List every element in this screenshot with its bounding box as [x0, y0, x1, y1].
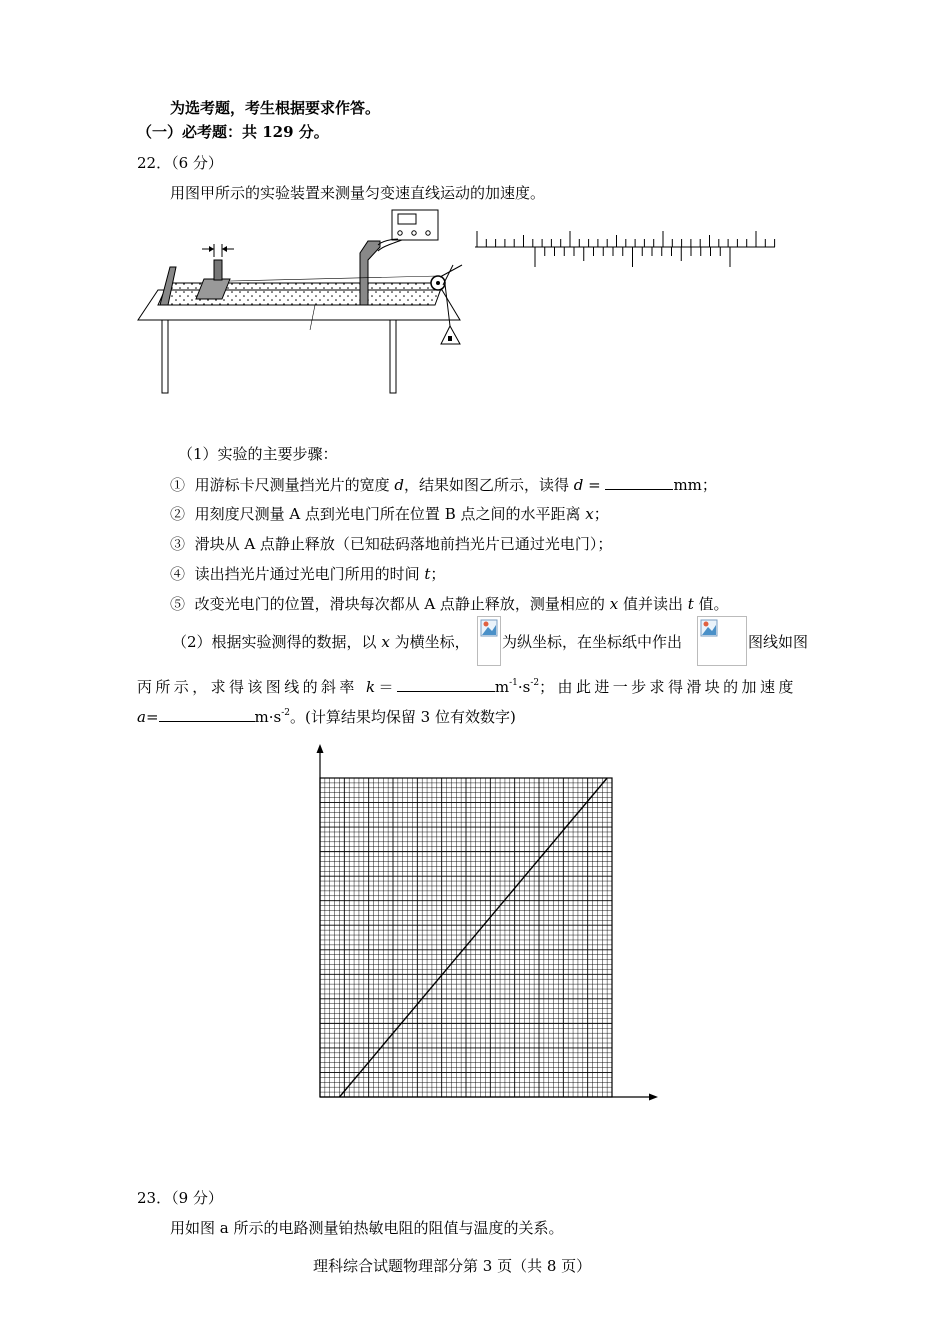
var-a: a: [137, 708, 146, 726]
part2-line3: $a= m\cdot s^{-2}$。(计算结果均保留 3 位有效数字): [137, 708, 516, 726]
var-d: d: [573, 476, 584, 494]
step-text: =: [583, 476, 606, 494]
graph-paper-chart: [300, 740, 670, 1110]
step-text: ，结果如图乙所示，读得: [403, 476, 574, 494]
steps-title: （1）实验的主要步骤：: [178, 445, 338, 463]
var-d: d: [394, 476, 404, 494]
step-text: 滑块从 A 点静止释放（已知砝码落地前挡光片已通过光电门）；: [194, 535, 613, 553]
section-note: 为选考题，考生根据要求作答。: [170, 99, 381, 117]
var-x: x: [609, 595, 619, 613]
var-t: t: [424, 565, 431, 583]
answer-blank-k[interactable]: [397, 676, 495, 692]
step-text: ；: [430, 565, 446, 583]
step-num: ⑤: [170, 595, 186, 613]
page-footer: 理科综合试题物理部分第 3 页（共 8 页）: [313, 1257, 592, 1275]
y-axis-arrow: [317, 744, 324, 753]
answer-blank-d[interactable]: [605, 474, 673, 490]
weight: [441, 326, 460, 344]
q22-intro: 用图甲所示的实验装置来测量匀变速直线运动的加速度。: [170, 184, 546, 202]
step-4: [170, 564, 445, 584]
answer-blank-a[interactable]: [159, 706, 255, 722]
step-text: ；: [593, 505, 609, 523]
apparatus-figure: [130, 205, 475, 400]
part2-line1c: 图线如图: [748, 633, 809, 651]
step-text: 值。: [693, 595, 729, 613]
q22-number: 22．（6 分）: [137, 154, 223, 172]
section-heading: （一）必考题：共 129 分。: [137, 123, 329, 141]
table-leg: [162, 320, 168, 393]
step-num: ②: [170, 505, 186, 523]
part2-line2: 丙所示，求得该图线的斜率 $k= m^{-1}\cdot s^{-2}$；由此进一步求得滑块的加速度: [137, 678, 797, 696]
step-num: ④: [170, 565, 186, 583]
shading-plate: [214, 260, 222, 280]
var-x: x: [585, 505, 594, 523]
var-t: t: [687, 595, 694, 613]
q23-intro: 用如图 a 所示的电路测量铂热敏电阻的阻值与温度的关系。: [170, 1219, 564, 1237]
step-1: [170, 474, 717, 495]
step-num: ①: [170, 476, 186, 494]
broken-image-icon: [477, 616, 501, 666]
step-text: 用刻度尺测量 A 点到光电门所在位置 B 点之间的水平距离: [194, 505, 586, 523]
step-text: 用游标卡尺测量挡光片的宽度: [194, 476, 395, 494]
step-num: ③: [170, 535, 186, 553]
step-text: 值并读出: [618, 595, 688, 613]
step-text: 改变光电门的位置，滑块每次都从 A 点静止释放，测量相应的: [194, 595, 610, 613]
var-k: k: [365, 678, 379, 696]
q23-number: 23．（9 分）: [137, 1189, 223, 1207]
part2-line1b: 为纵坐标，在坐标纸中作出: [502, 633, 683, 651]
broken-image-icon: [697, 616, 747, 666]
unit: mm；: [673, 476, 717, 494]
x-axis-arrow: [649, 1094, 658, 1101]
step-5: [170, 594, 729, 614]
step-3: [170, 534, 612, 554]
table-leg: [390, 320, 396, 393]
var-x: x: [381, 633, 390, 651]
vernier-scale: [470, 225, 780, 270]
step-text: 读出挡光片通过光电门所用的时间: [194, 565, 425, 583]
step-2: [170, 504, 609, 524]
part2-line1a: （2）根据实验测得的数据，以 x 为横坐标，: [172, 633, 470, 651]
